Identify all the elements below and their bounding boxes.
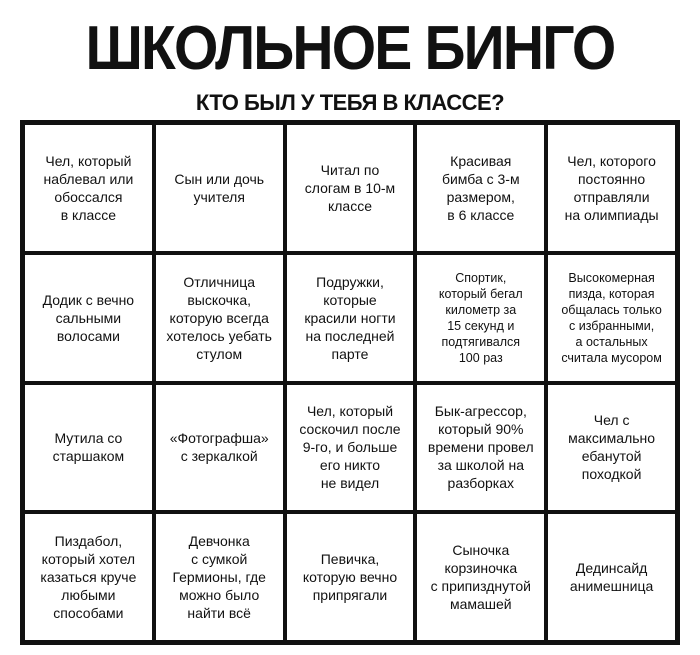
bingo-cell[interactable]: Высокомерная пизда, которая общалась только с избранными, а остальных считала мусором xyxy=(546,253,677,383)
bingo-cell[interactable]: Бык-агрессор, который 90% времени провел за школой на разборках xyxy=(415,383,546,513)
bingo-subtitle: КТО БЫЛ У ТЕБЯ В КЛАССЕ? xyxy=(195,90,505,115)
bingo-cell[interactable]: Отличница выскочка, которую всегда хотелось уебать стулом xyxy=(154,253,285,383)
bingo-cell[interactable]: Дединсайд анимешница xyxy=(546,512,677,642)
bingo-cell[interactable]: Красивая бимба с 3-м размером, в 6 классе xyxy=(415,123,546,253)
bingo-cell[interactable]: Чел с максимально ебанутой походкой xyxy=(546,383,677,513)
bingo-cell[interactable]: Пиздабол, который хотел казаться круче любыми способами xyxy=(23,512,154,642)
bingo-cell[interactable]: Чел, который соскочил после 9-го, и больше его никто не видел xyxy=(285,383,416,513)
bingo-cell[interactable]: Чел, которого постоянно отправляли на олимпиады xyxy=(546,123,677,253)
bingo-title: ШКОЛЬНОЕ БИНГО xyxy=(85,14,615,83)
bingo-cell[interactable]: Спортик, который бегал километр за 15 секунд и подтягивался 100 раз xyxy=(415,253,546,383)
bingo-cell[interactable]: Сын или дочь учителя xyxy=(154,123,285,253)
bingo-grid xyxy=(20,120,680,645)
bingo-cell[interactable]: Читал по слогам в 10-м классе xyxy=(285,123,416,253)
bingo-cell[interactable]: Додик с вечно сальными волосами xyxy=(23,253,154,383)
bingo-cell[interactable]: Певичка, которую вечно припрягали xyxy=(285,512,416,642)
bingo-cell[interactable]: «Фотографша» с зеркалкой xyxy=(154,383,285,513)
bingo-cell[interactable]: Девчонка с сумкой Гермионы, где можно было найти всё xyxy=(154,512,285,642)
bingo-cell[interactable]: Мутила со старшаком xyxy=(23,383,154,513)
bingo-cell[interactable]: Сыночка корзиночка с припизднутой мамашей xyxy=(415,512,546,642)
bingo-cell[interactable]: Подружки, которые красили ногти на последней парте xyxy=(285,253,416,383)
bingo-cell[interactable]: Чел, который наблевал или обоссался в классе xyxy=(23,123,154,253)
